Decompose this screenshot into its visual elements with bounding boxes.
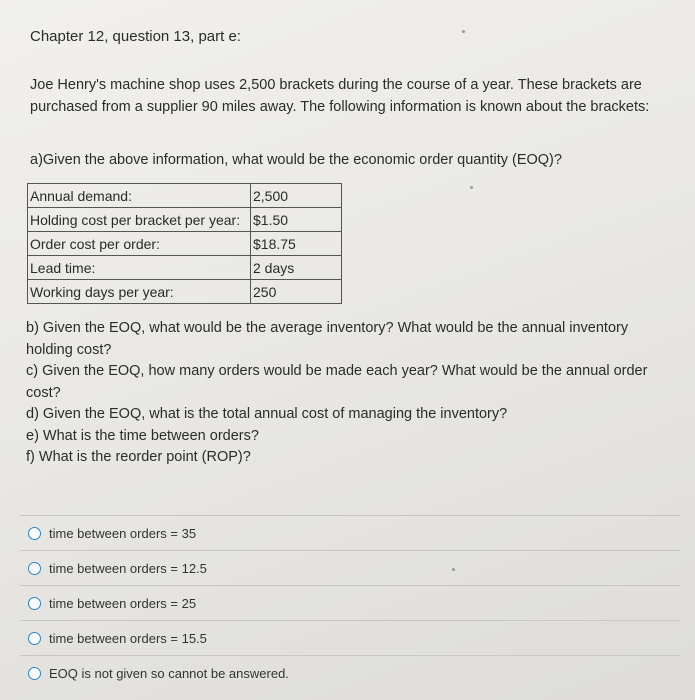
- table-row: [28, 256, 342, 280]
- question-b-line-2: holding cost?: [26, 341, 112, 358]
- answer-option-label: EOQ is not given so cannot be answered.: [49, 665, 289, 681]
- table-cell-label: Holding cost per bracket per year:: [28, 208, 251, 232]
- table-cell-value: $18.75: [251, 232, 342, 256]
- answer-option[interactable]: [0, 516, 695, 550]
- problem-line-2: purchased from a supplier 90 miles away. The following information is known about the brackets:: [30, 99, 650, 115]
- radio-button-icon[interactable]: [28, 667, 41, 680]
- problem-line-1: Joe Henry's machine shop uses 2,500 brackets during the course of a year. These brackets are: [30, 77, 642, 93]
- radio-button-icon[interactable]: [28, 632, 41, 645]
- table-cell-value: 2,500: [251, 184, 342, 208]
- radio-button-icon[interactable]: [28, 597, 41, 610]
- answer-option[interactable]: [0, 656, 695, 690]
- question-c-line-2: cost?: [26, 384, 61, 401]
- table-cell-label: Lead time:: [28, 256, 251, 280]
- question-b-line-1: b) Given the EOQ, what would be the average inventory? What would be the annual inventory: [26, 320, 629, 336]
- question-e: e) What is the time between orders?: [26, 427, 259, 444]
- answer-option-label: time between orders = 25: [49, 595, 197, 611]
- answer-option[interactable]: [0, 586, 695, 620]
- bracket-info-table: [27, 183, 342, 304]
- screen-speck: [452, 568, 455, 571]
- answer-option-label: time between orders = 15.5: [49, 630, 207, 646]
- table-cell-label: Working days per year:: [28, 280, 251, 304]
- table-row: [28, 232, 342, 256]
- problem-statement: [30, 74, 680, 118]
- table-row: [28, 184, 342, 208]
- follow-up-questions: [26, 318, 666, 469]
- answer-option-label: time between orders = 35: [49, 525, 197, 541]
- answer-options: [0, 515, 695, 690]
- table-cell-label: Annual demand:: [28, 184, 251, 208]
- table-cell-value: $1.50: [251, 208, 342, 232]
- question-header: Chapter 12, question 13, part e:: [30, 28, 241, 45]
- table-row: [28, 280, 342, 304]
- answer-option[interactable]: [0, 551, 695, 585]
- table-row: [28, 208, 342, 232]
- answer-option-label: time between orders = 12.5: [49, 560, 207, 576]
- radio-button-icon[interactable]: [28, 527, 41, 540]
- question-f: f) What is the reorder point (ROP)?: [26, 449, 251, 465]
- question-c-line-1: c) Given the EOQ, how many orders would be made each year? What would be the annual order: [26, 363, 648, 379]
- screen-speck: [470, 186, 473, 189]
- table-cell-value: 2 days: [251, 256, 342, 280]
- answer-option[interactable]: [0, 621, 695, 655]
- screen-speck: [462, 30, 465, 33]
- table-cell-label: Order cost per order:: [28, 232, 251, 256]
- table-cell-value: 250: [251, 280, 342, 304]
- question-d: d) Given the EOQ, what is the total annual cost of managing the inventory?: [26, 406, 508, 422]
- radio-button-icon[interactable]: [28, 562, 41, 575]
- question-a: a)Given the above information, what would be the economic order quantity (EOQ)?: [30, 152, 562, 168]
